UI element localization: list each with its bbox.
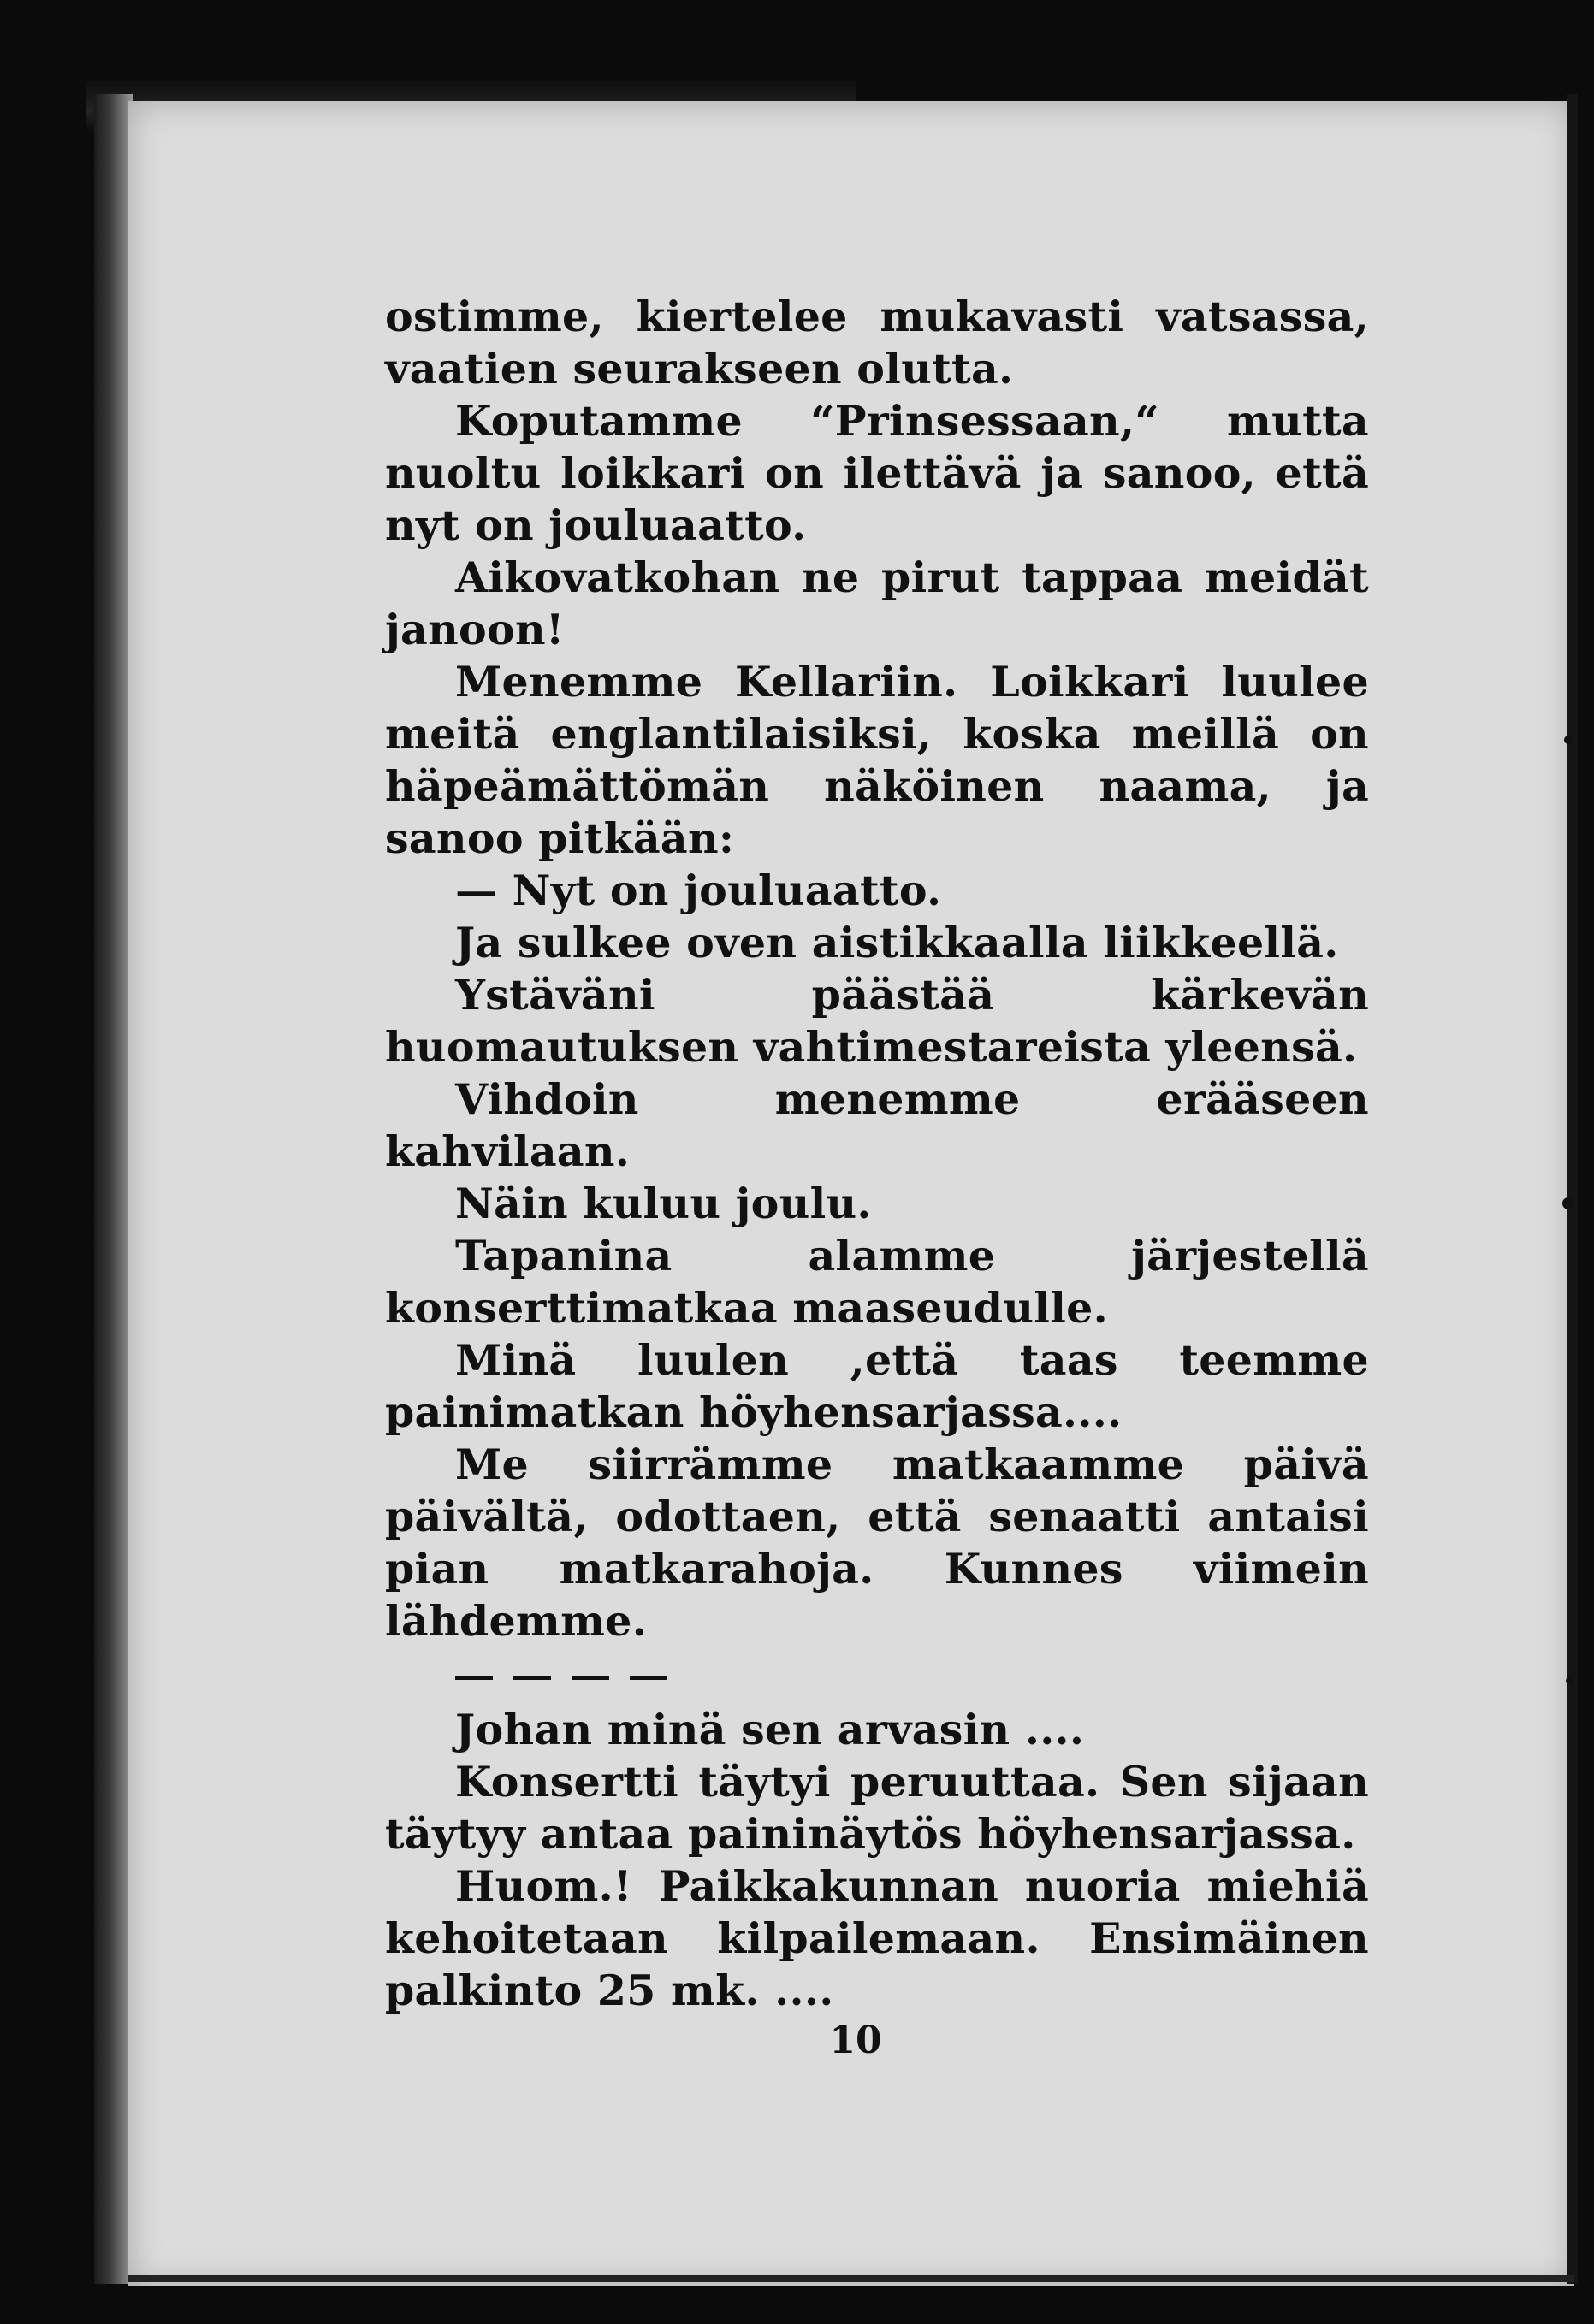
scan-speck [1566, 1676, 1574, 1685]
paragraph: Konsertti täytyi peruuttaa. Sen sijaan täytyy antaa paininäytös höyhensarjassa. [385, 1757, 1369, 1859]
paragraph: Me siirrämme matkaamme päivä päivältä, odottaen, että senaatti antaisi pian matkarahoja. Kunnes viimein lähdemme. [385, 1440, 1369, 1646]
paragraph: Vihdoin menemme erääseen kahvilaan. [385, 1074, 1369, 1176]
paragraph: Menemme Kellariin. Loikkari luulee meitä englantilaisiksi, koska meillä on häpeämättömän näköinen naama, ja sanoo pitkään: [385, 657, 1369, 863]
scan-speck [1564, 736, 1573, 744]
page-right-edge [1567, 94, 1578, 2284]
divider-dash [513, 1676, 551, 1680]
paragraph: — Nyt on jouluaatto. [455, 866, 942, 915]
paragraph: Aikovatkohan ne pirut tappaa meidät janoon! [385, 553, 1369, 654]
page-body-text [385, 291, 1369, 2017]
divider-dash [572, 1676, 609, 1680]
page-bottom-edge [128, 2275, 1574, 2282]
paragraph: Ystäväni päästää kärkevän huomautuksen vahtimestareista yleensä. [385, 970, 1369, 1072]
page-binding-edge [94, 94, 133, 2284]
paragraph: Ja sulkee oven aistikkaalla liikkeellä. [455, 918, 1339, 967]
divider-dash [455, 1676, 493, 1680]
paragraph: Minä luulen ,että taas teemme painimatkan höyhensarjassa.... [385, 1335, 1369, 1437]
paragraph: ostimme, kiertelee mukavasti vatsassa, vaatien seurakseen olutta. [385, 292, 1369, 393]
paragraph: Näin kuluu joulu. [455, 1179, 872, 1228]
paragraph: Tapanina alamme järjestellä konserttimatkaa maaseudulle. [385, 1231, 1369, 1333]
paragraph: Johan minä sen arvasin .... [455, 1705, 1085, 1754]
divider-dash [630, 1676, 667, 1680]
paragraph: Huom.! Paikkakunnan nuoria miehiä kehoitetaan kilpailemaan. Ensimäinen palkinto 25 mk. .... [385, 1861, 1369, 2015]
paragraph: Koputamme “Prinsessaan,“ mutta nuoltu loikkari on ilettävä ja sanoo, että nyt on jouluaatto. [385, 396, 1369, 550]
section-divider [385, 1666, 1369, 1688]
scan-speck [1562, 1197, 1574, 1209]
page-number: 10 [829, 2019, 882, 2062]
